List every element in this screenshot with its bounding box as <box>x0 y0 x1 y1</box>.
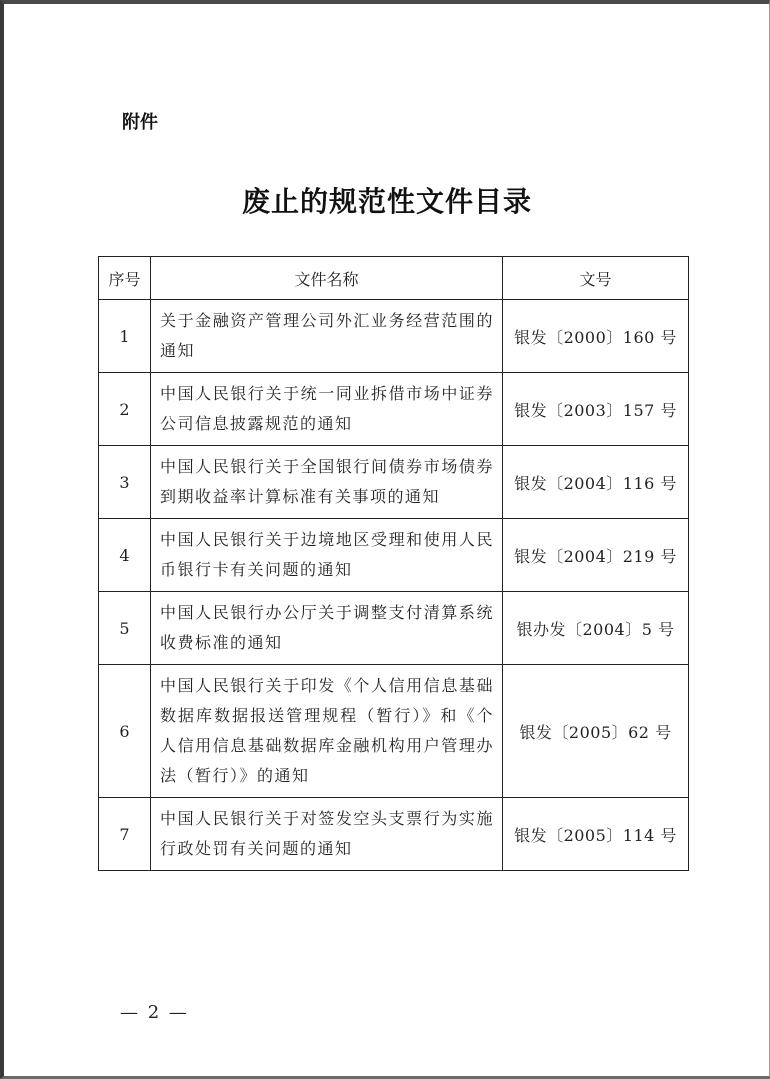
column-header-name: 文件名称 <box>151 257 503 300</box>
row-number: 6 <box>99 665 151 798</box>
table-header-row <box>99 257 689 300</box>
document-number: 银办发〔2004〕5 号 <box>503 592 689 665</box>
document-number: 银发〔2005〕114 号 <box>503 798 689 871</box>
document-number: 银发〔2005〕62 号 <box>503 665 689 798</box>
row-number: 7 <box>99 798 151 871</box>
table-row <box>99 665 689 798</box>
row-number: 1 <box>99 300 151 373</box>
page-number: — 2 — <box>120 1002 189 1023</box>
table-row <box>99 519 689 592</box>
document-name: 中国人民银行关于对签发空头支票行为实施行政处罚有关问题的通知 <box>151 798 503 871</box>
row-number: 5 <box>99 592 151 665</box>
table-row <box>99 798 689 871</box>
document-name: 中国人民银行办公厅关于调整支付清算系统收费标准的通知 <box>151 592 503 665</box>
row-number: 4 <box>99 519 151 592</box>
row-number: 2 <box>99 373 151 446</box>
document-name: 中国人民银行关于边境地区受理和使用人民币银行卡有关问题的通知 <box>151 519 503 592</box>
attachment-label: 附件 <box>122 112 158 133</box>
document-name: 中国人民银行关于印发《个人信用信息基础数据库数据报送管理规程（暂行）》和《个人信用信息基础数据库金融机构用户管理办法（暂行）》的通知 <box>151 665 503 798</box>
document-title: 废止的规范性文件目录 <box>241 185 532 218</box>
table-row <box>99 300 689 373</box>
document-name: 中国人民银行关于全国银行间债券市场债券到期收益率计算标准有关事项的通知 <box>151 446 503 519</box>
row-number: 3 <box>99 446 151 519</box>
document-number: 银发〔2004〕116 号 <box>503 446 689 519</box>
table-row <box>99 592 689 665</box>
document-number: 银发〔2000〕160 号 <box>503 300 689 373</box>
table-row <box>99 373 689 446</box>
column-header-number: 序号 <box>99 257 151 300</box>
repealed-documents-table <box>98 256 689 871</box>
column-header-doc-number: 文号 <box>503 257 689 300</box>
document-number: 银发〔2003〕157 号 <box>503 373 689 446</box>
document-name: 关于金融资产管理公司外汇业务经营范围的通知 <box>151 300 503 373</box>
table-row <box>99 446 689 519</box>
document-name: 中国人民银行关于统一同业拆借市场中证券公司信息披露规范的通知 <box>151 373 503 446</box>
document-number: 银发〔2004〕219 号 <box>503 519 689 592</box>
